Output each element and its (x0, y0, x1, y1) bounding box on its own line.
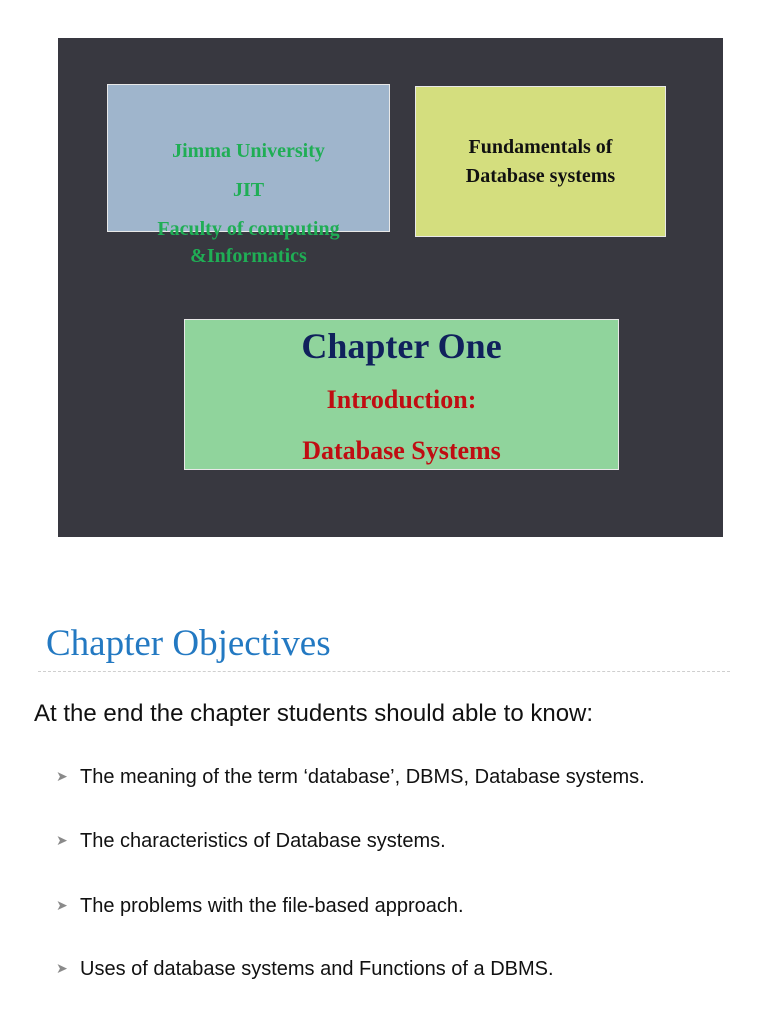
list-item-text: Uses of database systems and Functions of a DBMS. (80, 958, 554, 980)
course-title-line2: Database systems (465, 164, 616, 187)
arrow-bullet-icon: ➤ (56, 768, 68, 784)
list-item (56, 766, 645, 789)
arrow-bullet-icon: ➤ (56, 960, 68, 976)
chapter-title: Chapter One (301, 326, 502, 366)
faculty-name-line1: Faculty of computing (157, 218, 340, 240)
university-name: Jimma University (172, 140, 325, 162)
list-item-text: The problems with the file-based approach. (80, 895, 464, 917)
list-item (56, 958, 554, 981)
institute-name: JIT (232, 179, 265, 201)
faculty-name-line2: &Informatics (190, 245, 307, 267)
arrow-bullet-icon: ➤ (56, 897, 68, 913)
list-item-text: The characteristics of Database systems. (80, 830, 446, 852)
list-item-text: The meaning of the term ‘database’, DBMS, Database systems. (80, 766, 645, 788)
list-item (56, 895, 464, 918)
list-item (56, 830, 446, 853)
objectives-title: Chapter Objectives (46, 623, 331, 664)
chapter-intro: Introduction: (326, 385, 477, 414)
course-title-line1: Fundamentals of (468, 135, 613, 158)
chapter-subtitle: Database Systems (302, 436, 501, 465)
arrow-bullet-icon: ➤ (56, 832, 68, 848)
objectives-intro: At the end the chapter students should able to know: (34, 700, 594, 727)
